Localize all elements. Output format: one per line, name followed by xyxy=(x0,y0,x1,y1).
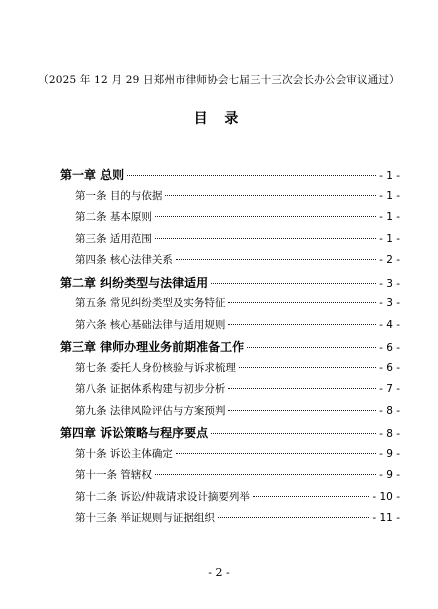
toc-entry-page: - 8 - xyxy=(379,428,400,440)
toc-entry-page: - 11 - xyxy=(372,512,400,524)
toc-article-entry[interactable] xyxy=(75,489,400,504)
toc-dot-leader xyxy=(228,388,376,389)
toc-entry-label: 第三章 律师办理业务前期准备工作 xyxy=(60,340,245,354)
toc-dot-leader xyxy=(176,259,376,260)
toc-article-entry[interactable] xyxy=(75,209,400,224)
toc-article-entry[interactable] xyxy=(75,381,400,396)
toc-entry-label: 第一章 总则 xyxy=(60,168,125,182)
toc-article-entry[interactable] xyxy=(75,317,400,332)
toc-entry-label: 第一条 目的与依据 xyxy=(75,189,163,202)
toc-entry-page: - 7 - xyxy=(379,383,400,395)
toc-entry-label: 第三条 适用范围 xyxy=(75,232,152,245)
toc-entry-label: 第十条 诉讼主体确定 xyxy=(75,447,173,460)
toc-article-entry[interactable] xyxy=(75,231,400,246)
toc-article-entry[interactable] xyxy=(75,252,400,267)
toc-entry-label: 第九条 法律风险评估与方案预判 xyxy=(75,404,226,417)
toc-entry-page: - 3 - xyxy=(379,277,400,290)
toc-chapter-entry[interactable] xyxy=(60,166,400,183)
toc-entry-label: 第五条 常见纠纷类型及实务特征 xyxy=(75,297,226,309)
toc-entry-label: 第二条 基本原则 xyxy=(75,211,152,223)
toc-entry-page: - 1 - xyxy=(379,170,400,182)
toc-entry-page: - 1 - xyxy=(379,211,400,223)
toc-entry-page: - 9 - xyxy=(379,447,400,460)
toc-entry-page: - 8 - xyxy=(379,404,400,417)
toc-entry-page: - 1 - xyxy=(379,189,400,202)
toc-dot-leader xyxy=(247,347,376,348)
toc-dot-leader xyxy=(218,517,370,518)
toc-dot-leader xyxy=(228,302,376,303)
toc-entry-label: 第四条 核心法律关系 xyxy=(75,254,173,266)
toc-entry-page: - 10 - xyxy=(372,490,400,503)
toc-chapter-entry[interactable] xyxy=(60,274,400,291)
toc-article-entry[interactable] xyxy=(75,403,400,418)
toc-entry-page: - 1 - xyxy=(379,232,400,245)
toc-article-entry[interactable] xyxy=(75,446,400,461)
toc-article-entry[interactable] xyxy=(75,295,400,310)
toc-entry-page: - 6 - xyxy=(379,361,400,374)
toc-entry-label: 第八条 证据体系构建与初步分析 xyxy=(75,383,226,395)
toc-article-entry[interactable] xyxy=(75,510,400,525)
toc-dot-leader xyxy=(253,496,370,497)
toc-entry-label: 第二章 纠纷类型与法律适用 xyxy=(60,275,209,290)
toc-entry-label: 第六条 核心基础法律与适用规则 xyxy=(75,318,226,331)
toc-entry-page: - 4 - xyxy=(379,318,400,331)
toc-article-entry[interactable] xyxy=(75,360,400,375)
toc-entry-page: - 6 - xyxy=(379,342,400,354)
toc-dot-leader xyxy=(165,195,376,196)
toc-dot-leader xyxy=(211,433,376,434)
toc-dot-leader xyxy=(155,474,376,475)
toc-entry-page: - 9 - xyxy=(379,469,400,481)
toc-entry-label: 第四章 诉讼策略与程序要点 xyxy=(60,426,209,440)
toc-dot-leader xyxy=(127,175,376,176)
toc-dot-leader xyxy=(239,367,376,368)
page-number: - 2 - xyxy=(208,566,230,579)
toc-article-entry[interactable] xyxy=(75,188,400,203)
approval-note: （2025 年 12 月 29 日郑州市律师协会七届三十三次会长办公会审议通过） xyxy=(38,74,400,86)
toc-entry-label: 第十一条 管辖权 xyxy=(75,469,152,481)
toc-dot-leader xyxy=(211,283,376,284)
toc-entry-label: 第十二条 诉讼/仲裁请求设计摘要列举 xyxy=(75,490,250,503)
toc-entry-page: - 2 - xyxy=(379,254,400,266)
toc-entry-page: - 3 - xyxy=(379,297,400,309)
toc-chapter-entry[interactable] xyxy=(60,338,400,355)
toc-dot-leader xyxy=(228,410,376,411)
toc-dot-leader xyxy=(155,216,376,217)
toc-dot-leader xyxy=(176,453,376,454)
toc-article-entry[interactable] xyxy=(75,467,400,482)
toc-chapter-entry[interactable] xyxy=(60,424,400,441)
toc-entry-label: 第七条 委托人身份核验与诉求梳理 xyxy=(75,361,236,374)
toc-heading: 目 录 xyxy=(193,111,245,127)
toc-dot-leader xyxy=(155,238,376,239)
toc-dot-leader xyxy=(228,324,376,325)
toc-entry-label: 第十三条 举证规则与证据组织 xyxy=(75,512,215,524)
